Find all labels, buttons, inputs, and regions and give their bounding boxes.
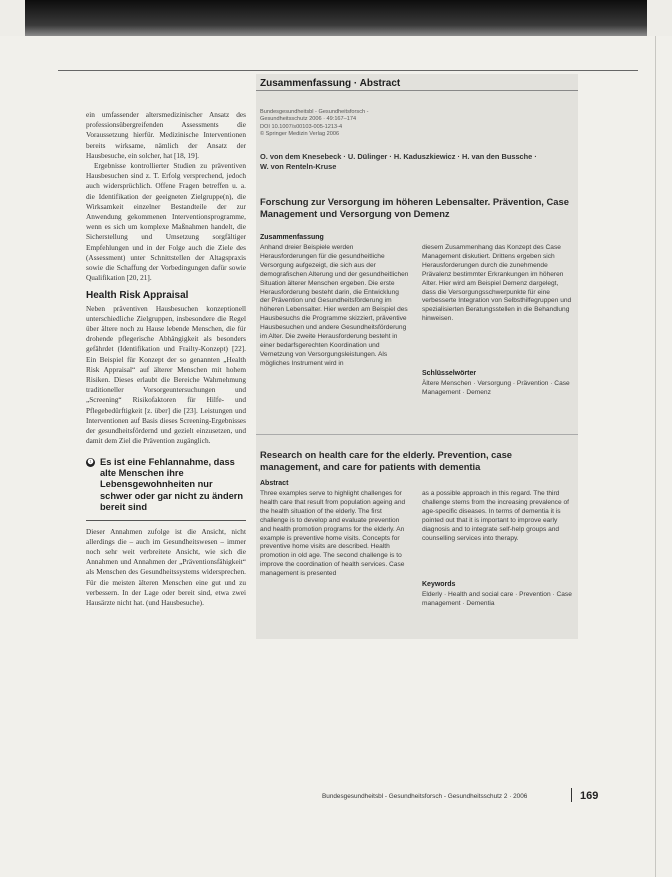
german-keywords-label: Schlüsselwörter bbox=[422, 370, 477, 377]
left-paragraph-3: Neben präventiven Hausbesuchen konzeptionell unterschiedliche Zielgruppen, insbesondere die Regel über ältere noch zu Hause lebende Menschen, die für drohende pflegerische Abhängigkeit als besonders gefährdet (Identifikation und Frailty-Konzept) [22]. Ein Beispiel für Konzept der so genannten „Health Risk Appraisal“ auf älterer Menschen mit hohem Risiken. Dieses erlaubt die Bereiche Wahrnehmung traditioneller Vorsorgeuntersuchungen und „Screening“ Risikofaktoren für Hilfe- und Pflegebedürftigkeit [z. über] die [23]. Leistungen und Interventionen auf Basis dieses Screening-Ergebnisses der gesundheitsfördernd und gezielt einzusetzen, und damit dem Ziel die Prävention zugänglich. bbox=[86, 303, 246, 446]
german-keywords: Ältere Menschen · Versorgung · Prävention · Case Management · Demenz bbox=[422, 380, 570, 396]
meta-line: Gesundheitsschutz 2006 · 49:167–174 bbox=[260, 116, 357, 123]
english-title: Research on health care for the elderly. Prevention, case management, and care for patients with dementia bbox=[260, 449, 513, 472]
english-keywords-label: Keywords bbox=[422, 581, 456, 588]
english-abstract-label: Abstract bbox=[260, 480, 289, 487]
author-line: W. von Renteln-Kruse bbox=[260, 162, 337, 171]
page-number-separator bbox=[571, 788, 572, 802]
author-list bbox=[260, 152, 537, 172]
pull-quote-rule bbox=[86, 520, 246, 521]
meta-line: DOI 10.1007/s00103-005-1213-4 bbox=[260, 123, 343, 130]
citation-meta bbox=[260, 109, 369, 139]
scan-top-shadow bbox=[25, 0, 647, 36]
pull-quote-text: Es ist eine Fehlannahme, dass alte Menschen ihre Lebensgewohnheiten nur schwer oder gar nicht zu ändern bereit sind bbox=[100, 456, 244, 513]
page-edge bbox=[655, 36, 656, 877]
left-paragraph-2: Ergebnisse kontrollierter Studien zu präventiven Hausbesuchen sind z. T. Erfolg versprechend, jedoch auch widersprüchlich. Offene Fragen betreffen u. a. die Identifikation der geeigneten Zielgruppe(n), die Wirksamkeit einzelner Bestandteile der zur Anwendung gekommenen Interventionsprogramme, wenn es sich um komplexe Maßnahmen handelt, die Sicherstellung und Umsetzung sorgfältiger Empfehlungen und in der Folge auch die Ziele des (Assessment) unter Schnittstellen der Altagspraxis sowie die Schaffung der Vorbedingungen dafür sowie Qualifikation [20, 21]. bbox=[86, 161, 246, 283]
german-title: Forschung zur Versorgung im höheren Lebensalter. Prävention, Case Management und Versorgung von Demenz bbox=[260, 196, 569, 219]
left-column bbox=[86, 110, 246, 608]
abstract-section-header: Zusammenfassung · Abstract bbox=[260, 78, 401, 89]
english-abstract-col2: as a possible approach in this regard. The third challenge stems from the increasing prevalence of age-specific diseases. In terms of dementia it is pointed out that it is important to improve early diagnosis and to integrate self-help groups and counselling services into therapy. bbox=[422, 490, 569, 542]
english-keywords: Elderly · Health and social care · Prevention · Case management · Dementia bbox=[422, 591, 572, 607]
abstract-divider bbox=[256, 434, 578, 435]
german-abstract-label: Zusammenfassung bbox=[260, 234, 324, 241]
page-number: 169 bbox=[580, 790, 599, 802]
german-abstract-col2: diesem Zusammenhang das Konzept des Case Management diskutiert. Drittens ergeben sich Herausforderungen durch die zunehmende Prävalenz bestimmter Erkrankungen im höheren Alter. Hier wird am Beispiel Demenz dargelegt, dass die Versorgungsschwerpunkte für eine verbesserte Integration von Selbsthilfegruppen und spezialisierten Beratungsstellen in die Behandlung hinweisen. bbox=[422, 244, 572, 323]
left-paragraph-1: ein umfassender altersmedizinischer Ansatz des professionsübergreifenden Assessments die Voraussetzung hierfür. Medizinische Interventionen bereits wirksame, nämlich der Ansatz der Hausbesuche, ein solcher, hat [18, 19]. bbox=[86, 110, 246, 160]
meta-line: Bundesgesundheitsbl - Gesundheitsforsch - bbox=[260, 109, 369, 115]
journal-footer: Bundesgesundheitsbl - Gesundheitsforsch - Gesundheitsschutz 2 · 2006 bbox=[322, 793, 528, 800]
left-paragraph-4: Dieser Annahmen zufolge ist die Ansicht, nicht allerdings die – auch im Gesundheitswesen – immer noch sehr weit verbreitete Ansicht, wie sich die Annahmen und Annahmen der „Präventionsfähigkeit“ als Menschen des Gesundheitssystems widersprechen. Für die meisten älteren Menschen eine gut und zu verbessern. In der Lage oder bereit sind, etwa zwei Hausärzte nicht hat. (und Hausbesuche). bbox=[86, 526, 246, 607]
author-line: O. von dem Knesebeck · U. Dülinger · H. Kaduszkiewicz · H. van den Bussche · bbox=[260, 152, 537, 161]
abstract-header-rule bbox=[256, 90, 578, 91]
left-section-heading: Health Risk Appraisal bbox=[86, 290, 189, 302]
top-rule bbox=[58, 70, 638, 71]
english-abstract-col1: Three examples serve to highlight challenges for health care that result from population ageing and the health situation of the elderly. The first challenge is to develop and evaluate prevention and health promotion programs for the elderly. An example is preventive home visits. Concepts for preventive home visits are described. Health promotion in old age. The second challenge is to improve the coordination of health services. Case management is presented bbox=[260, 490, 406, 578]
callout-icon: ❶ bbox=[87, 458, 94, 466]
meta-line: © Springer Medizin Verlag 2006 bbox=[260, 131, 340, 138]
german-abstract-col1: Anhand dreier Beispiele werden Herausforderungen für die gesundheitliche Versorgung aufgezeigt, die sich aus der demografischen Alterung und der gesundheitlichen Situation älterer Menschen ergeben. Die erste Herausforderung besteht darin, die Entwicklung der Prävention und Gesundheitsförderung im höheren Lebensalter. Hier werden am Beispiel des Hausbesuchs die Programme skizziert, präventive Hausbesuchen und andere Gesundheitsförderung im Alter. Die zweite Herausforderung besteht in einer bedarfsgerechten Koordination und Vernetzung von Versorgungsleistungen. Als mögliches Instrument wird in bbox=[260, 244, 409, 367]
pull-quote bbox=[86, 457, 246, 514]
